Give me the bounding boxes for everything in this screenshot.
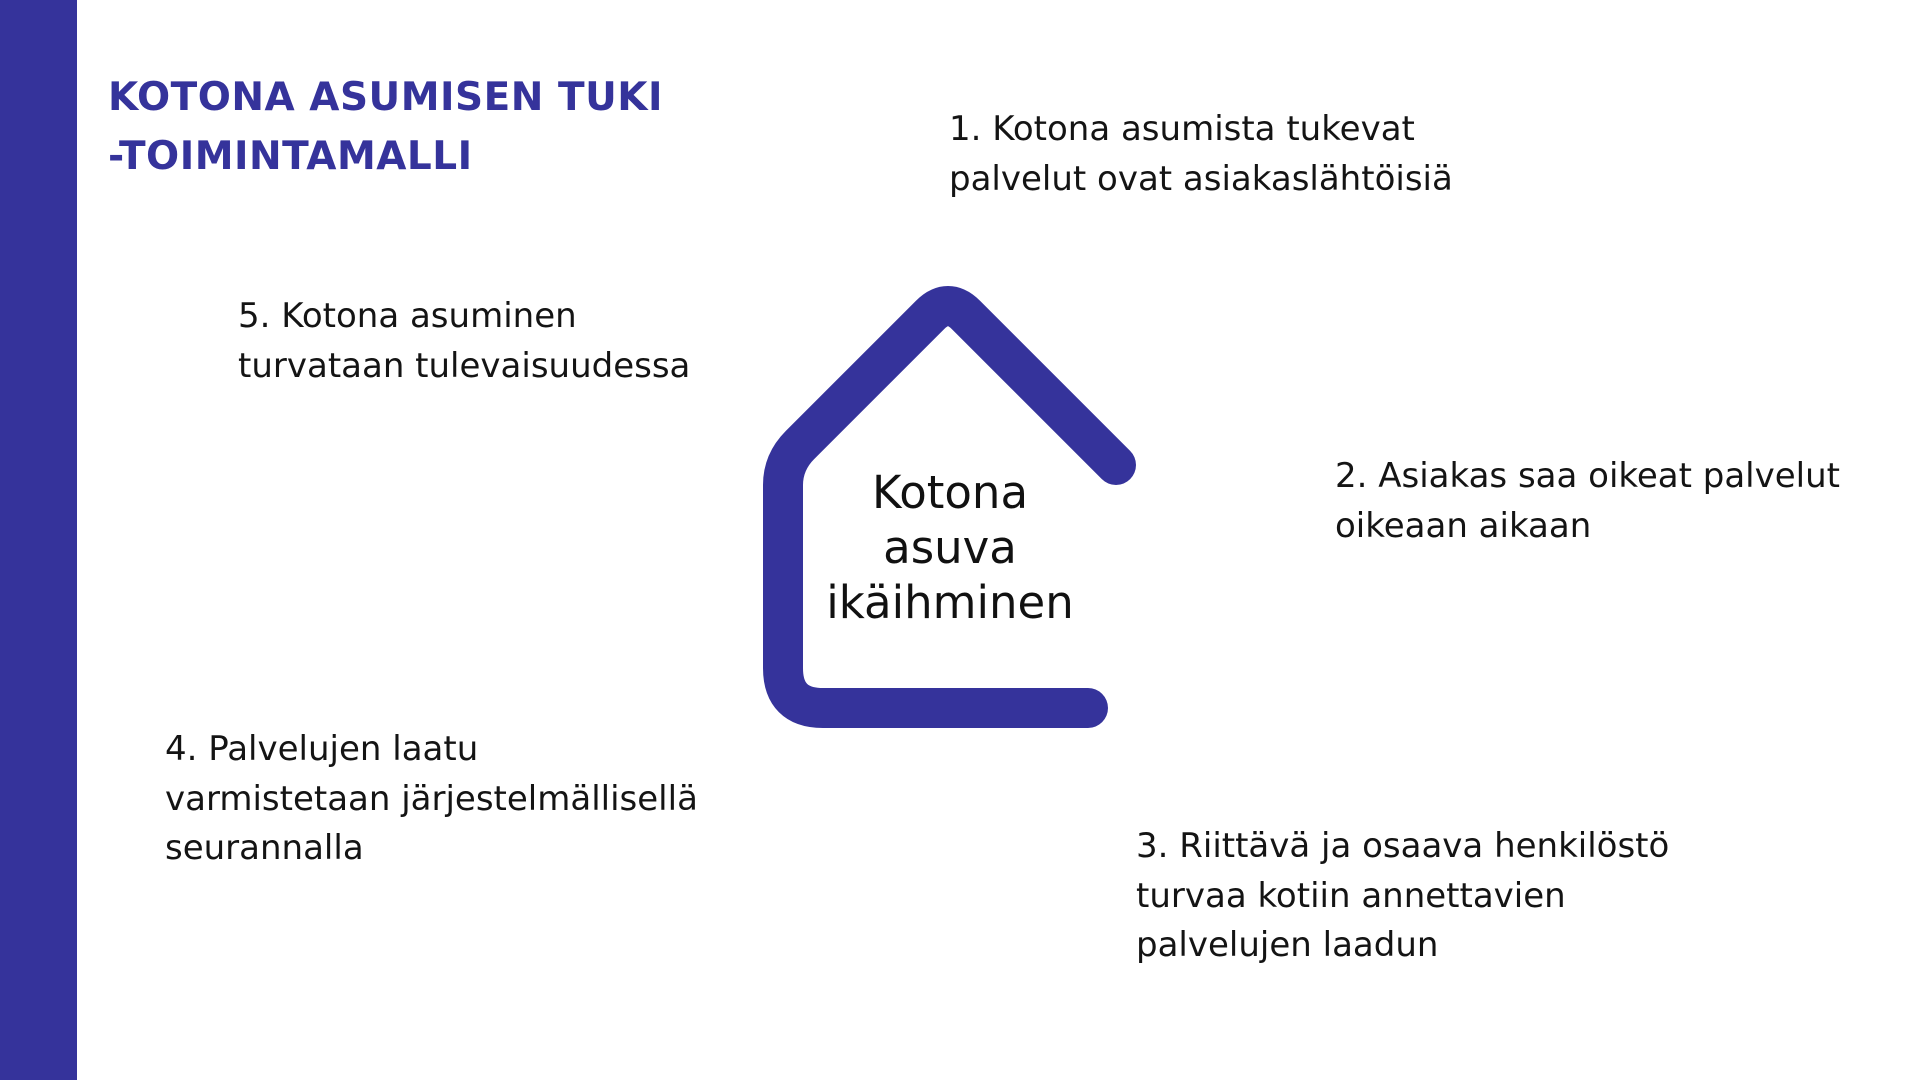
principle-2-line-2: oikeaan aikaan (1335, 505, 1592, 546)
principle-2-line-1: 2. Asiakas saa oikeat palvelut (1335, 456, 1840, 496)
principle-1 (949, 105, 1453, 204)
principle-2 (1335, 452, 1840, 551)
principle-4-line-2: varmistetaan järjestelmällisellä (165, 778, 698, 819)
principle-5-line-1: 5. Kotona asuminen (238, 296, 577, 336)
principle-4 (165, 725, 698, 874)
center-label-line-3: ikäihminen (826, 576, 1074, 629)
principle-3-line-3: palvelujen laadun (1136, 925, 1439, 965)
principle-4-line-1: 4. Palvelujen laatu (165, 729, 479, 769)
center-label (795, 465, 1105, 630)
principle-3-line-2: turvaa kotiin annettavien (1136, 875, 1566, 916)
principle-5 (238, 292, 690, 391)
title-line-1: KOTONA ASUMISEN TUKI (108, 75, 663, 120)
principle-1-line-2: palvelut ovat asiakaslähtöisiä (949, 158, 1453, 199)
title-line-2: -TOIMINTAMALLI (108, 134, 473, 179)
center-label-line-2: asuva (883, 521, 1017, 574)
principle-4-line-3: seurannalla (165, 828, 364, 868)
principle-3 (1136, 822, 1669, 971)
principle-5-line-2: turvataan tulevaisuudessa (238, 345, 691, 386)
principle-1-line-1: 1. Kotona asumista tukevat (949, 109, 1415, 149)
center-label-line-1: Kotona (871, 466, 1029, 519)
principle-3-line-1: 3. Riittävä ja osaava henkilöstö (1136, 826, 1670, 866)
